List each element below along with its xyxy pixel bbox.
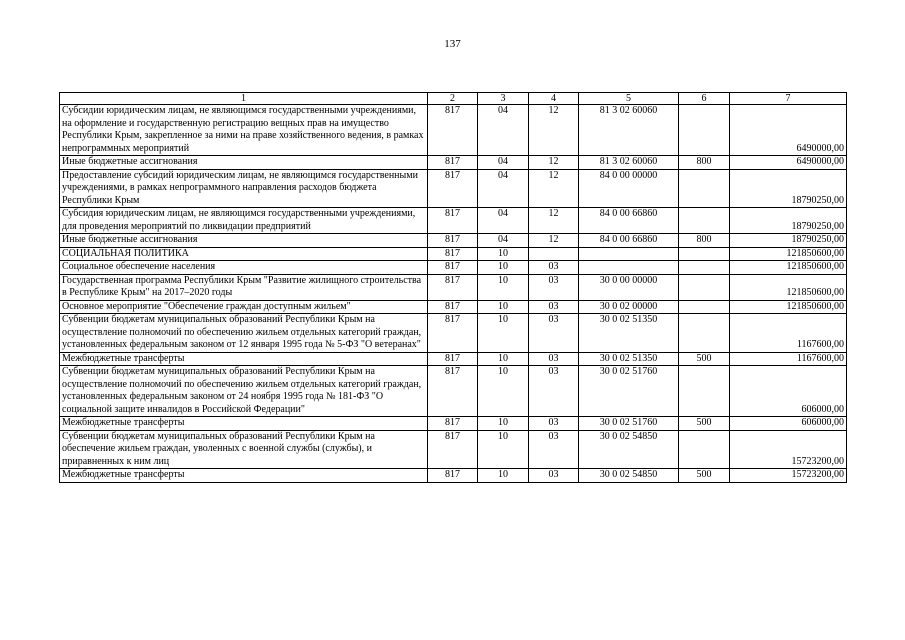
row-name: Межбюджетные трансферты: [60, 469, 428, 483]
row-expense-type-code: [679, 208, 730, 234]
table-header-row: [60, 93, 847, 105]
row-name: Межбюджетные трансферты: [60, 352, 428, 366]
column-header: 4: [529, 93, 579, 105]
row-subsection-code: 03: [529, 274, 579, 300]
row-target-code: [579, 247, 679, 261]
row-amount: 121850600,00: [730, 274, 847, 300]
row-section-code: 04: [478, 156, 529, 170]
row-ministry-code: 817: [428, 261, 478, 275]
column-header: 5: [579, 93, 679, 105]
row-subsection-code: 03: [529, 469, 579, 483]
row-subsection-code: 03: [529, 261, 579, 275]
row-ministry-code: 817: [428, 314, 478, 353]
row-name: Социальное обеспечение населения: [60, 261, 428, 275]
row-section-code: 10: [478, 300, 529, 314]
row-subsection-code: 12: [529, 234, 579, 248]
table-row: [60, 366, 847, 417]
row-section-code: 04: [478, 169, 529, 208]
row-expense-type-code: [679, 300, 730, 314]
row-subsection-code: 03: [529, 352, 579, 366]
row-name: Субвенции бюджетам муниципальных образований Республики Крым на осуществление полномочий по обеспечению жильем отдельных категорий граждан, установленных федеральным законом от 24 ноября 1995 года № 181-ФЗ "О социальной защите инвалидов в Российской Федерации": [60, 366, 428, 417]
row-amount: 121850600,00: [730, 261, 847, 275]
row-name: Иные бюджетные ассигнования: [60, 156, 428, 170]
row-amount: 606000,00: [730, 366, 847, 417]
row-target-code: 30 0 00 00000: [579, 274, 679, 300]
row-expense-type-code: 800: [679, 156, 730, 170]
row-amount: 18790250,00: [730, 169, 847, 208]
row-ministry-code: 817: [428, 300, 478, 314]
column-header: 2: [428, 93, 478, 105]
table-row: [60, 247, 847, 261]
row-section-code: 10: [478, 247, 529, 261]
row-expense-type-code: [679, 247, 730, 261]
row-name: Субсидии юридическим лицам, не являющимся государственными учреждениями, на оформление и государственную регистрацию вещных прав на имущество Республики Крым, закрепленное за ними на праве хозяйственного ведения, в рамках непрограммных мероприятий: [60, 105, 428, 156]
row-expense-type-code: 500: [679, 469, 730, 483]
row-amount: 1167600,00: [730, 352, 847, 366]
row-section-code: 10: [478, 261, 529, 275]
row-target-code: 30 0 02 54850: [579, 469, 679, 483]
row-expense-type-code: [679, 105, 730, 156]
budget-table: [59, 92, 847, 483]
row-ministry-code: 817: [428, 417, 478, 431]
row-subsection-code: 03: [529, 314, 579, 353]
row-ministry-code: 817: [428, 208, 478, 234]
row-section-code: 04: [478, 208, 529, 234]
row-expense-type-code: 500: [679, 352, 730, 366]
row-target-code: 84 0 00 66860: [579, 208, 679, 234]
row-section-code: 10: [478, 352, 529, 366]
table-row: [60, 469, 847, 483]
row-subsection-code: 03: [529, 417, 579, 431]
row-subsection-code: 12: [529, 208, 579, 234]
table-row: [60, 352, 847, 366]
row-name: Предоставление субсидий юридическим лицам, не являющимся государственными учреждениями, в рамках непрограммного направления расходов бюджета Республики Крым: [60, 169, 428, 208]
row-section-code: 10: [478, 430, 529, 469]
row-ministry-code: 817: [428, 156, 478, 170]
row-subsection-code: 03: [529, 430, 579, 469]
row-section-code: 10: [478, 366, 529, 417]
row-ministry-code: 817: [428, 234, 478, 248]
row-subsection-code: 12: [529, 105, 579, 156]
row-expense-type-code: [679, 169, 730, 208]
row-section-code: 04: [478, 234, 529, 248]
column-header: 1: [60, 93, 428, 105]
table-row: [60, 208, 847, 234]
row-name: Межбюджетные трансферты: [60, 417, 428, 431]
row-section-code: 10: [478, 274, 529, 300]
row-target-code: 30 0 02 54850: [579, 430, 679, 469]
row-subsection-code: [529, 247, 579, 261]
row-ministry-code: 817: [428, 469, 478, 483]
column-header: 7: [730, 93, 847, 105]
row-ministry-code: 817: [428, 366, 478, 417]
row-ministry-code: 817: [428, 247, 478, 261]
row-section-code: 04: [478, 105, 529, 156]
row-name: Субвенции бюджетам муниципальных образований Республики Крым на обеспечение жильем граждан, уволенных с военной службы (службы), и приравненных к ним лиц: [60, 430, 428, 469]
row-ministry-code: 817: [428, 274, 478, 300]
row-subsection-code: 03: [529, 300, 579, 314]
row-section-code: 10: [478, 314, 529, 353]
table-row: [60, 417, 847, 431]
row-target-code: 30 0 02 51350: [579, 314, 679, 353]
row-amount: 121850600,00: [730, 300, 847, 314]
table-row: [60, 234, 847, 248]
row-name: СОЦИАЛЬНАЯ ПОЛИТИКА: [60, 247, 428, 261]
row-target-code: 81 3 02 60060: [579, 156, 679, 170]
row-name: Иные бюджетные ассигнования: [60, 234, 428, 248]
row-name: Субсидия юридическим лицам, не являющимся государственными учреждениями, для проведения мероприятий по ликвидации предприятий: [60, 208, 428, 234]
column-header: 3: [478, 93, 529, 105]
page-number: 137: [444, 38, 461, 50]
row-expense-type-code: [679, 274, 730, 300]
row-name: Государственная программа Республики Крым "Развитие жилищного строительства в Республике Крым" на 2017–2020 годы: [60, 274, 428, 300]
row-subsection-code: 12: [529, 169, 579, 208]
column-header: 6: [679, 93, 730, 105]
row-section-code: 10: [478, 469, 529, 483]
row-name: Основное мероприятие "Обеспечение граждан доступным жильем": [60, 300, 428, 314]
row-amount: 15723200,00: [730, 469, 847, 483]
row-expense-type-code: [679, 366, 730, 417]
table-row: [60, 156, 847, 170]
row-subsection-code: 03: [529, 366, 579, 417]
row-target-code: 30 0 02 00000: [579, 300, 679, 314]
row-expense-type-code: 500: [679, 417, 730, 431]
row-amount: 18790250,00: [730, 208, 847, 234]
row-target-code: 84 0 00 66860: [579, 234, 679, 248]
row-target-code: 84 0 00 00000: [579, 169, 679, 208]
row-section-code: 10: [478, 417, 529, 431]
row-amount: 6490000,00: [730, 156, 847, 170]
row-target-code: 30 0 02 51350: [579, 352, 679, 366]
row-subsection-code: 12: [529, 156, 579, 170]
table-row: [60, 430, 847, 469]
table-row: [60, 105, 847, 156]
row-amount: 6490000,00: [730, 105, 847, 156]
row-amount: 1167600,00: [730, 314, 847, 353]
table-row: [60, 314, 847, 353]
row-ministry-code: 817: [428, 430, 478, 469]
row-ministry-code: 817: [428, 105, 478, 156]
row-expense-type-code: [679, 261, 730, 275]
row-expense-type-code: [679, 314, 730, 353]
row-expense-type-code: 800: [679, 234, 730, 248]
table-row: [60, 300, 847, 314]
table-row: [60, 169, 847, 208]
table-row: [60, 261, 847, 275]
row-ministry-code: 817: [428, 352, 478, 366]
row-amount: 121850600,00: [730, 247, 847, 261]
row-ministry-code: 817: [428, 169, 478, 208]
row-amount: 15723200,00: [730, 430, 847, 469]
row-target-code: [579, 261, 679, 275]
row-target-code: 81 3 02 60060: [579, 105, 679, 156]
row-amount: 606000,00: [730, 417, 847, 431]
table-row: [60, 274, 847, 300]
row-name: Субвенции бюджетам муниципальных образований Республики Крым на осуществление полномочий по обеспечению жильем отдельных категорий граждан, установленных федеральным законом от 12 января 1995 года № 5-ФЗ "О ветеранах": [60, 314, 428, 353]
row-expense-type-code: [679, 430, 730, 469]
row-target-code: 30 0 02 51760: [579, 366, 679, 417]
row-target-code: 30 0 02 51760: [579, 417, 679, 431]
row-amount: 18790250,00: [730, 234, 847, 248]
